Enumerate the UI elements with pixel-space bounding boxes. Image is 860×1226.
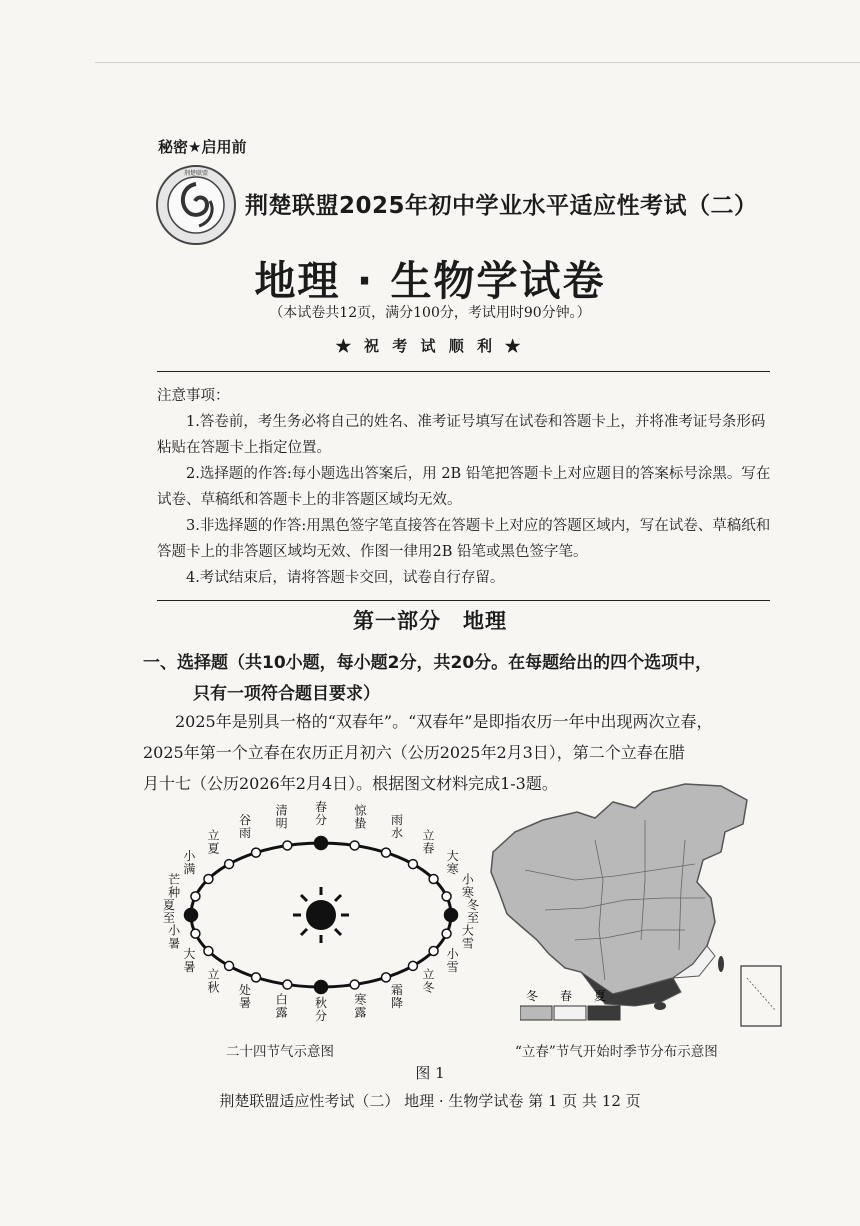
term-label: 白露 — [275, 992, 288, 1020]
section-heading-line: 一、选择题（共10小题，每小题2分，共20分。在每题给出的四个选项中， — [143, 653, 713, 673]
term-dot — [350, 980, 359, 989]
passage-line: 月十七（公历2026年2月4日）。根据图文材料完成1-3题。 — [143, 774, 558, 793]
term-dot — [191, 929, 200, 938]
term-label: 立冬 — [422, 967, 435, 995]
term-label: 立夏 — [207, 828, 220, 856]
divider-bottom — [157, 600, 770, 601]
term-dot — [382, 848, 391, 857]
term-label: 春分 — [314, 800, 328, 827]
map-legend — [520, 990, 630, 1034]
term-dot — [408, 961, 417, 970]
term-label: 小暑 — [168, 923, 181, 951]
term-dot — [225, 860, 234, 869]
term-dot — [283, 841, 292, 850]
term-dot — [315, 981, 328, 994]
term-label: 立秋 — [207, 967, 220, 995]
term-label: 秋分 — [314, 996, 328, 1023]
term-dot — [442, 892, 451, 901]
notice-item: 2.选择题的作答:每小题选出答案后，用 2B 铅笔把答题卡上对应题目的答案标号涂黑。写在试卷、草稿纸和答题卡上的非答题区域均无效。 — [157, 466, 771, 508]
legend-swatch — [554, 1006, 586, 1020]
term-label: 冬至 — [466, 898, 480, 925]
term-label: 小寒 — [461, 872, 474, 900]
part-title: 第一部分 地理 — [353, 609, 507, 633]
term-dot — [429, 947, 438, 956]
legend-swatch — [520, 1006, 552, 1020]
page-title: 地理 · 生物学试卷 — [254, 257, 606, 305]
term-label: 夏至 — [162, 898, 176, 925]
good-luck-banner: ★ 祝 考 试 顺 利 ★ — [335, 337, 525, 355]
term-dot — [204, 875, 213, 884]
term-label: 立春 — [422, 828, 435, 856]
section-heading — [143, 648, 783, 710]
term-label: 清明 — [275, 803, 288, 831]
term-dot — [382, 973, 391, 982]
notice-item: 3.非选择题的作答:用黑色签字笔直接答在答题卡上对应的答题区域内，写在试卷、草稿纸和答题卡上的非答题区域均无效、作图一律用2B 铅笔或黑色签字笔。 — [157, 518, 771, 560]
alliance-logo — [155, 164, 237, 246]
term-dot — [283, 980, 292, 989]
term-label: 谷雨 — [238, 813, 252, 841]
passage-line: 2025年第一个立春在农历正月初六（公历2025年2月3日），第二个立春在腊 — [143, 743, 685, 762]
term-dot — [445, 909, 458, 922]
notice-heading: 注意事项： — [157, 388, 230, 404]
solar-terms-diagram — [150, 790, 480, 1040]
passage-line: 2025年是别具一格的“双春年”。“双春年”是即指农历一年中出现两次立春， — [175, 712, 713, 731]
term-dot — [252, 973, 261, 982]
exam-info: （本试卷共12页，满分100分，考试用时90分钟。） — [269, 305, 591, 321]
legend-swatch — [588, 1006, 620, 1020]
hainan-island — [654, 1002, 666, 1010]
term-dot — [408, 860, 417, 869]
term-label: 大暑 — [183, 947, 196, 974]
figure-label: 图 1 — [415, 1064, 445, 1082]
term-label: 霜降 — [390, 982, 404, 1010]
exam-title: 荆楚联盟2025年初中学业水平适应性考试（二） — [245, 193, 758, 219]
map-caption: “立春”节气开始时季节分布示意图 — [515, 1044, 718, 1060]
taiwan-island — [718, 956, 724, 972]
term-dot — [429, 875, 438, 884]
term-label: 芒种 — [168, 872, 181, 900]
term-dot — [204, 947, 213, 956]
sun-icon — [293, 887, 349, 943]
term-label: 雨水 — [390, 813, 404, 841]
legend-label: 夏 — [593, 990, 607, 1003]
term-dot — [185, 909, 198, 922]
section-heading-line: 只有一项符合题目要求） — [193, 684, 380, 704]
term-label: 小雪 — [446, 947, 459, 974]
term-dot — [442, 929, 451, 938]
term-dot — [350, 841, 359, 850]
term-label: 小满 — [183, 849, 196, 876]
term-label: 大寒 — [446, 849, 459, 876]
legend-label: 冬 — [525, 990, 539, 1003]
legend-label: 春 — [559, 990, 573, 1003]
south-sea-inset — [741, 966, 781, 1026]
divider-top — [157, 371, 770, 372]
notice-item: 1.答卷前，考生务必将自己的姓名、准考证号填写在试卷和答题卡上，并将准考证号条形码粘贴在答题卡上指定位置。 — [157, 414, 766, 456]
top-rule — [95, 62, 860, 63]
term-label: 寒露 — [354, 992, 367, 1020]
notice-block — [157, 383, 777, 591]
term-dot — [225, 961, 234, 970]
solar-terms-caption: 二十四节气示意图 — [226, 1044, 334, 1060]
term-label: 处暑 — [238, 982, 252, 1010]
page-footer: 荆楚联盟适应性考试（二） 地理 · 生物学试卷 第 1 页 共 12 页 — [219, 1092, 641, 1110]
notice-item: 4.考试结束后，请将答题卡交回，试卷自行存留。 — [186, 570, 505, 586]
term-label: 惊蛰 — [354, 803, 367, 831]
term-dot — [252, 848, 261, 857]
logo-text: 荆楚联盟 — [183, 170, 209, 177]
secret-label: 秘密★启用前 — [158, 138, 247, 156]
term-dot — [315, 837, 328, 850]
term-dot — [191, 892, 200, 901]
term-label: 大雪 — [461, 923, 474, 951]
